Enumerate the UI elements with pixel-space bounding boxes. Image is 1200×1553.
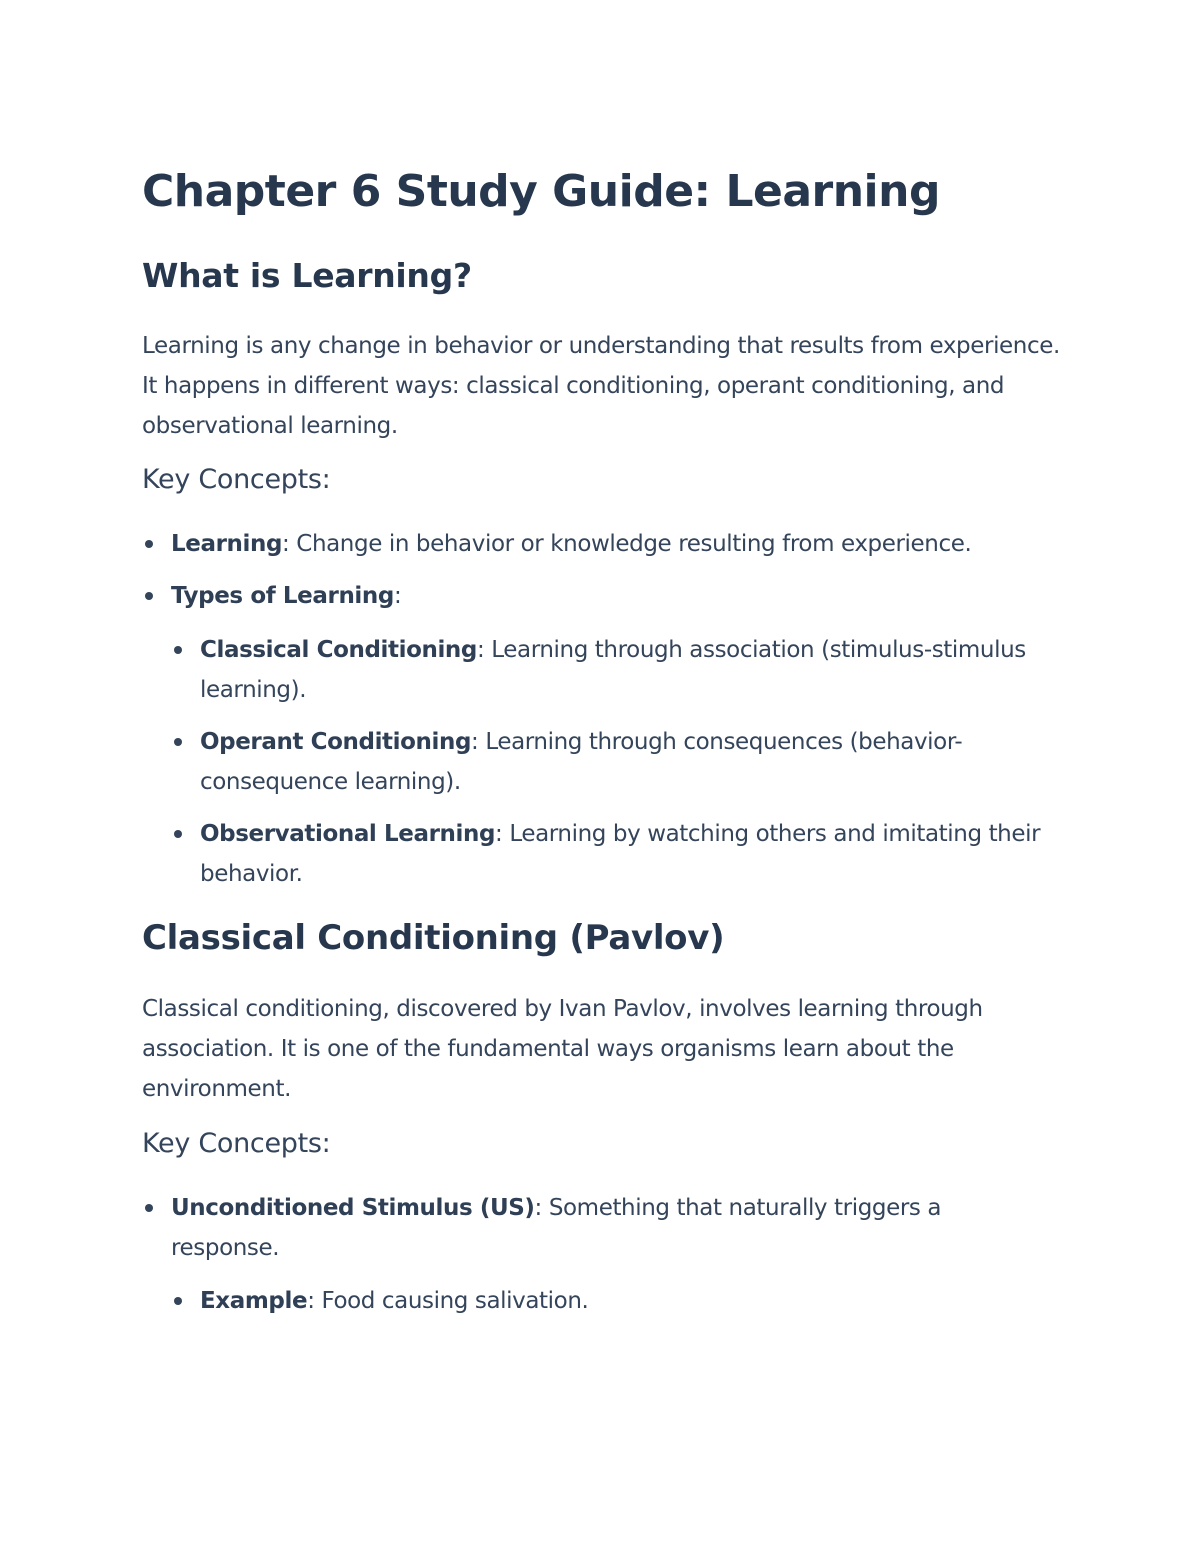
bullet-icon xyxy=(174,646,182,654)
list-item-term: Example xyxy=(200,1288,308,1314)
bullet-icon xyxy=(174,1297,182,1305)
list-item xyxy=(171,1188,1051,1268)
list-item-text: Learning through consequences (behavior-consequence learning). xyxy=(200,729,963,795)
section-heading-classical-conditioning: Classical Conditioning (Pavlov) xyxy=(142,918,725,958)
section-heading-what-is-learning: What is Learning? xyxy=(142,256,472,295)
bullet-icon xyxy=(145,592,153,600)
key-concepts-heading: Key Concepts: xyxy=(142,464,331,495)
list-item-term: Types of Learning xyxy=(171,583,394,609)
list-item-text: Food causing salivation. xyxy=(321,1288,589,1314)
bullet-icon xyxy=(145,540,153,548)
sub-list-item xyxy=(200,630,1050,710)
bullet-icon xyxy=(174,830,182,838)
sub-list-item xyxy=(200,814,1050,894)
list-item-separator: : xyxy=(393,583,402,609)
section-paragraph: Classical conditioning, discovered by Ivan Pavlov, involves learning through association. It is one of the fundamental ways organisms learn about the environment. xyxy=(142,996,983,1102)
bullet-icon xyxy=(145,1204,153,1212)
key-concepts-heading: Key Concepts: xyxy=(142,1128,331,1159)
list-item-term: Unconditioned Stimulus (US) xyxy=(171,1195,535,1221)
bullet-icon xyxy=(174,738,182,746)
list-item xyxy=(171,576,1051,616)
list-item-text: Learning through association (stimulus-stimulus learning). xyxy=(200,637,1026,703)
list-item-text: Something that naturally triggers a response. xyxy=(171,1195,942,1261)
list-item-separator: : xyxy=(307,1288,322,1314)
list-item-separator: : xyxy=(534,1195,549,1221)
list-item xyxy=(171,524,1051,564)
page-title: Chapter 6 Study Guide: Learning xyxy=(142,166,940,217)
list-item-separator: : xyxy=(471,729,486,755)
list-item-term: Classical Conditioning xyxy=(200,637,477,663)
list-item-separator: : xyxy=(282,531,297,557)
list-item-text: Change in behavior or knowledge resulting from experience. xyxy=(296,531,972,557)
sub-list-item xyxy=(200,1281,1050,1321)
list-item-separator: : xyxy=(476,637,492,663)
list-item-separator: : xyxy=(495,821,510,847)
list-item-text: Learning by watching others and imitating their behavior. xyxy=(200,821,1041,887)
section-paragraph: Learning is any change in behavior or understanding that results from experience. It happens in different ways: classical conditioning, operant conditioning, and observational learning. xyxy=(142,333,1060,439)
sub-list-item xyxy=(200,722,1050,802)
list-item-term: Learning xyxy=(171,531,283,557)
list-item-term: Operant Conditioning xyxy=(200,729,472,755)
list-item-term: Observational Learning xyxy=(200,821,496,847)
